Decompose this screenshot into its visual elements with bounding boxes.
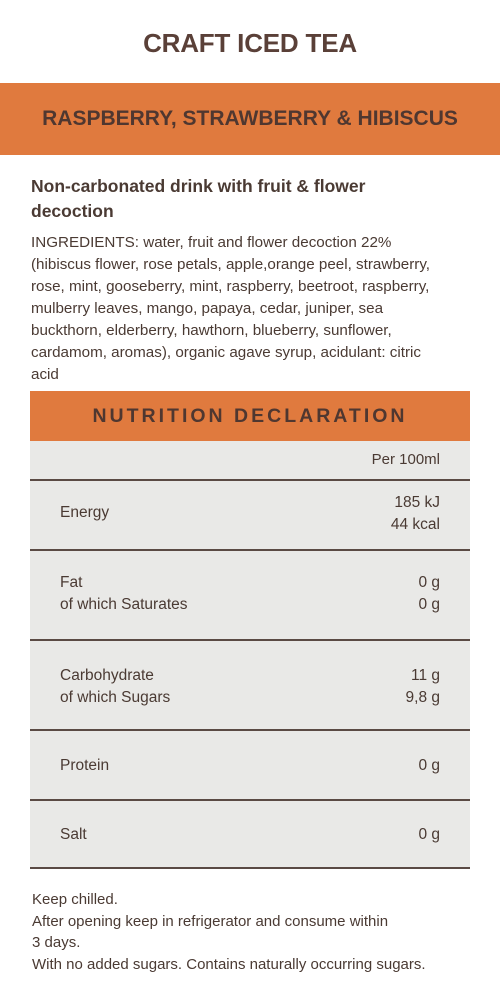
storage-instructions [32,889,492,975]
fat-value-text: 0 g [418,574,440,591]
protein-label [60,755,109,777]
salt-value-text: 0 g [418,826,440,843]
storage-line: After opening keep in refrigerator and consume within [32,912,389,930]
salt-label [60,824,87,846]
nutrition-row-carbohydrate [30,641,470,731]
storage-line: Keep chilled. [32,891,118,908]
protein-value [418,755,440,777]
flavor-banner [0,83,500,155]
fat-label-text: Fat [60,574,83,591]
storage-line: 3 days. [32,934,81,951]
nutrition-header [30,391,470,441]
sugars-label-text: of which Sugars [60,689,171,706]
nutrition-row-protein [30,731,470,801]
ingredients-list: INGREDIENTS: water, fruit and flower decoction 22% (hibiscus flower, rose petals, apple,orange peel, strawberry, rose, mint, gooseberry, mint, raspberry, beetroot, raspberry, mulberry leaves, mango, papaya, cedar, juniper, sea buckthorn, elderberry, hawthorn, blueberry, sunflower, cardamom, aromas), organic agave syrup, acidulant: citric acid [31,234,431,383]
per-100ml-label: Per 100ml [371,451,440,468]
storage-line: With no added sugars. Contains naturally occurring sugars. [32,955,426,973]
salt-value [418,824,440,846]
energy-label-text: Energy [60,504,110,521]
energy-kcal: 44 kcal [390,516,440,533]
energy-kj: 185 kJ [394,494,440,511]
carbohydrate-label-text: Carbohydrate [60,667,154,684]
nutrition-title: NUTRITION DECLARATION [92,404,408,427]
nutrition-per-row [30,441,470,481]
saturates-value-text: 0 g [418,596,440,613]
brand-title: CRAFT ICED TEA [143,28,357,58]
protein-value-text: 0 g [418,757,440,774]
salt-label-text: Salt [60,826,87,843]
carbohydrate-value [406,665,440,709]
nutrition-table [30,391,470,869]
nutrition-row-energy [30,481,470,551]
saturates-label-text: of which Saturates [60,596,188,613]
flavor-title: RASPBERRY, STRAWBERRY & HIBISCUS [42,107,458,130]
nutrition-row-fat [30,551,470,641]
product-description: Non-carbonated drink with fruit & flower decoction [31,176,366,221]
energy-value [391,492,440,536]
nutrition-row-salt [30,801,470,869]
carbohydrate-value-text: 11 g [410,667,440,684]
sugars-value-text: 9,8 g [405,689,440,706]
carbohydrate-label [60,665,170,709]
energy-label [60,502,109,524]
fat-value [418,572,440,616]
fat-label [60,572,188,616]
protein-label-text: Protein [60,757,110,774]
